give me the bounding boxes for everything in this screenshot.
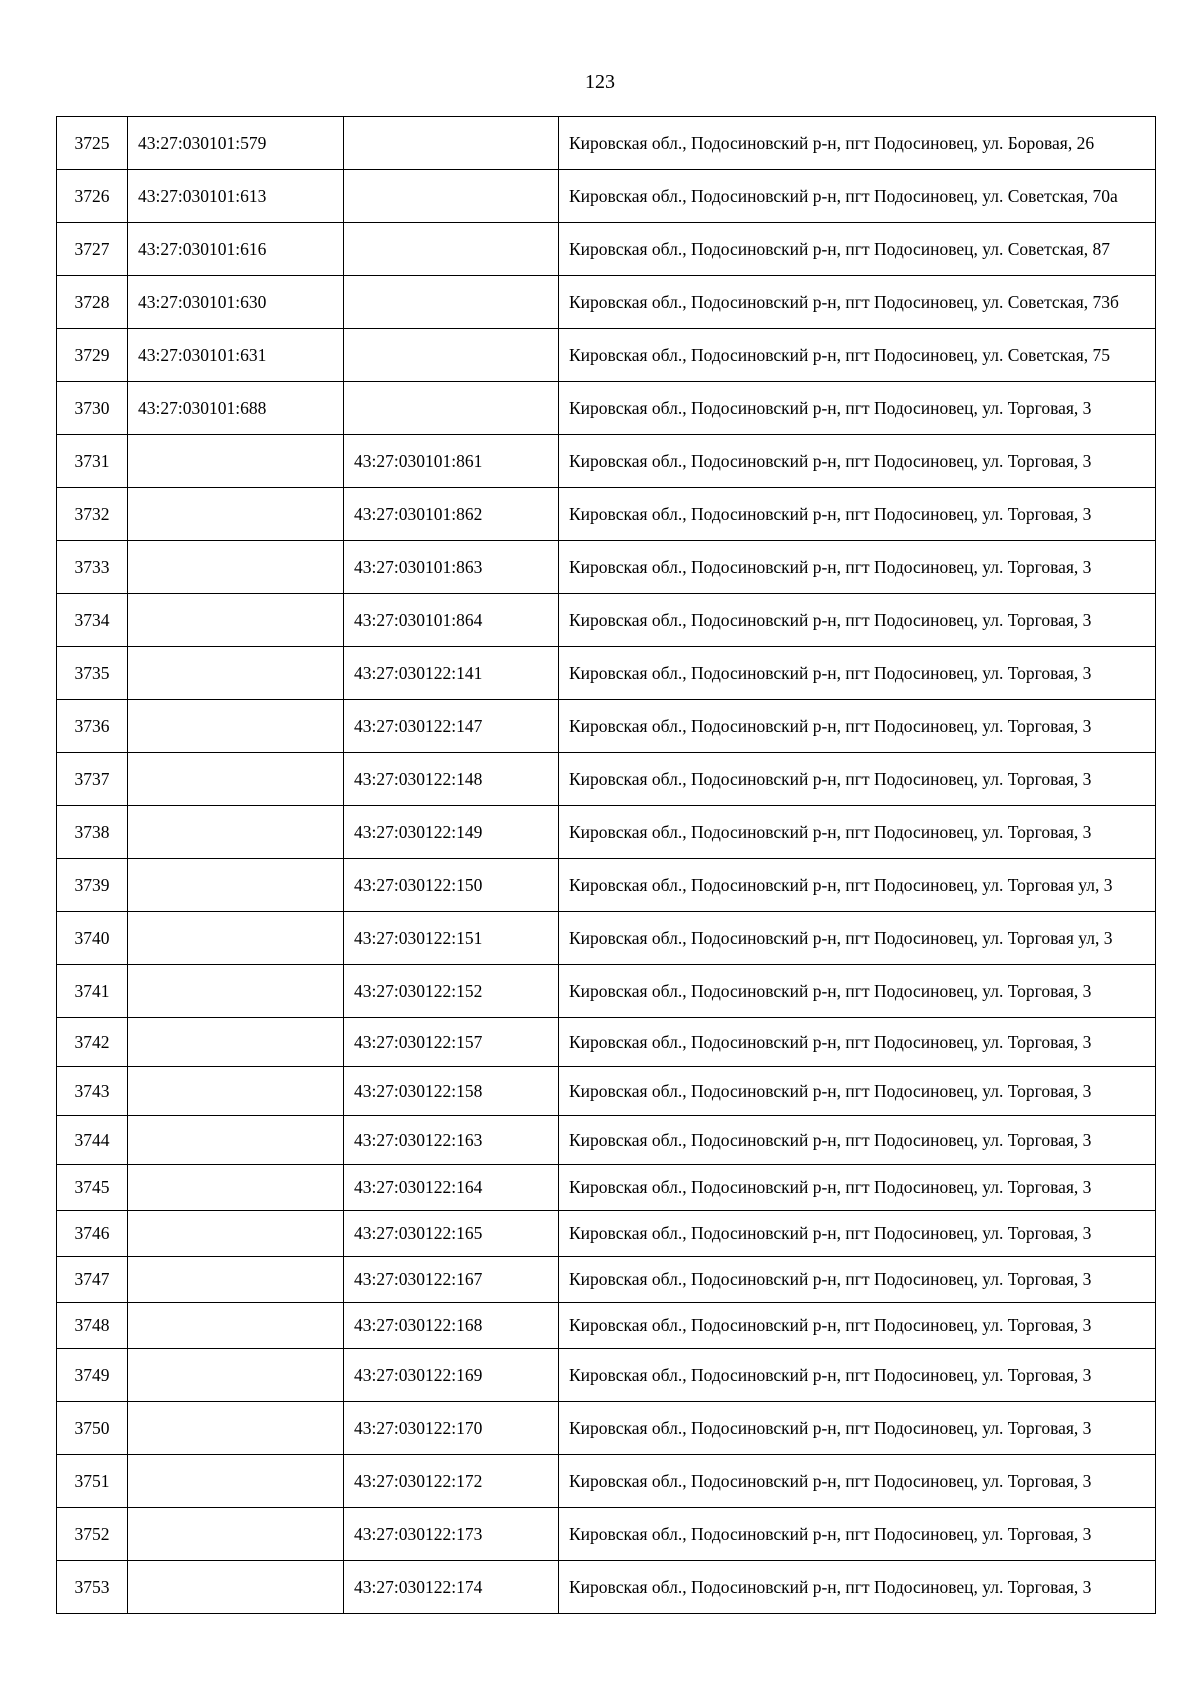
address-cell: Кировская обл., Подосиновский р-н, пгт Подосиновец, ул. Торговая, 3 [559, 435, 1156, 488]
table-row [57, 117, 1156, 170]
address-cell: Кировская обл., Подосиновский р-н, пгт Подосиновец, ул. Торговая, 3 [559, 541, 1156, 594]
cadastral-number-cell: 43:27:030101:630 [128, 276, 344, 329]
cadastral-number-secondary-cell [344, 170, 559, 223]
row-number-cell: 3743 [57, 1067, 128, 1116]
table-row [57, 753, 1156, 806]
cadastral-number-secondary-cell: 43:27:030122:148 [344, 753, 559, 806]
cadastral-number-secondary-cell: 43:27:030122:168 [344, 1303, 559, 1349]
page-number: 123 [585, 71, 615, 93]
table-row [57, 700, 1156, 753]
cadastral-number-cell [128, 1303, 344, 1349]
table-row [57, 912, 1156, 965]
table-row [57, 594, 1156, 647]
address-cell: Кировская обл., Подосиновский р-н, пгт Подосиновец, ул. Торговая, 3 [559, 806, 1156, 859]
row-number-cell: 3749 [57, 1349, 128, 1402]
table-row [57, 382, 1156, 435]
cadastral-number-cell [128, 912, 344, 965]
cadastral-number-cell [128, 1402, 344, 1455]
cadastral-number-cell [128, 1067, 344, 1116]
cadastral-number-cell [128, 700, 344, 753]
cadastral-number-secondary-cell [344, 382, 559, 435]
row-number-cell: 3725 [57, 117, 128, 170]
address-cell: Кировская обл., Подосиновский р-н, пгт Подосиновец, ул. Торговая ул, 3 [559, 912, 1156, 965]
cadastral-number-secondary-cell: 43:27:030122:165 [344, 1211, 559, 1257]
address-cell: Кировская обл., Подосиновский р-н, пгт Подосиновец, ул. Советская, 75 [559, 329, 1156, 382]
row-number-cell: 3734 [57, 594, 128, 647]
cadastral-number-secondary-cell [344, 329, 559, 382]
row-number-cell: 3736 [57, 700, 128, 753]
table-row [57, 170, 1156, 223]
cadastral-number-cell [128, 1455, 344, 1508]
row-number-cell: 3737 [57, 753, 128, 806]
registry-table [56, 116, 1156, 1614]
cadastral-number-cell [128, 1257, 344, 1303]
table-row [57, 488, 1156, 541]
cadastral-number-cell [128, 541, 344, 594]
table-row [57, 1402, 1156, 1455]
table-row [57, 647, 1156, 700]
row-number-cell: 3750 [57, 1402, 128, 1455]
row-number-cell: 3726 [57, 170, 128, 223]
cadastral-number-cell [128, 1211, 344, 1257]
address-cell: Кировская обл., Подосиновский р-н, пгт Подосиновец, ул. Торговая, 3 [559, 1257, 1156, 1303]
cadastral-number-secondary-cell: 43:27:030122:173 [344, 1508, 559, 1561]
row-number-cell: 3728 [57, 276, 128, 329]
table-row [57, 1067, 1156, 1116]
address-cell: Кировская обл., Подосиновский р-н, пгт Подосиновец, ул. Торговая, 3 [559, 1211, 1156, 1257]
address-cell: Кировская обл., Подосиновский р-н, пгт Подосиновец, ул. Торговая, 3 [559, 965, 1156, 1018]
row-number-cell: 3752 [57, 1508, 128, 1561]
table-row [57, 276, 1156, 329]
table-row [57, 1508, 1156, 1561]
address-cell: Кировская обл., Подосиновский р-н, пгт Подосиновец, ул. Торговая, 3 [559, 1508, 1156, 1561]
row-number-cell: 3741 [57, 965, 128, 1018]
row-number-cell: 3744 [57, 1116, 128, 1165]
row-number-cell: 3753 [57, 1561, 128, 1614]
cadastral-number-cell [128, 1165, 344, 1211]
cadastral-number-secondary-cell: 43:27:030122:157 [344, 1018, 559, 1067]
table-row [57, 435, 1156, 488]
cadastral-number-secondary-cell: 43:27:030122:169 [344, 1349, 559, 1402]
cadastral-number-cell [128, 1561, 344, 1614]
cadastral-number-secondary-cell: 43:27:030122:170 [344, 1402, 559, 1455]
cadastral-number-cell [128, 806, 344, 859]
cadastral-number-cell [128, 1508, 344, 1561]
address-cell: Кировская обл., Подосиновский р-н, пгт Подосиновец, ул. Боровая, 26 [559, 117, 1156, 170]
cadastral-number-secondary-cell: 43:27:030122:151 [344, 912, 559, 965]
address-cell: Кировская обл., Подосиновский р-н, пгт Подосиновец, ул. Торговая, 3 [559, 488, 1156, 541]
cadastral-number-cell [128, 753, 344, 806]
cadastral-number-cell [128, 594, 344, 647]
table-row [57, 1303, 1156, 1349]
row-number-cell: 3738 [57, 806, 128, 859]
cadastral-number-secondary-cell [344, 276, 559, 329]
address-cell: Кировская обл., Подосиновский р-н, пгт Подосиновец, ул. Торговая, 3 [559, 1561, 1156, 1614]
cadastral-number-cell [128, 1349, 344, 1402]
table-row [57, 329, 1156, 382]
cadastral-number-secondary-cell: 43:27:030122:163 [344, 1116, 559, 1165]
address-cell: Кировская обл., Подосиновский р-н, пгт Подосиновец, ул. Торговая ул, 3 [559, 859, 1156, 912]
address-cell: Кировская обл., Подосиновский р-н, пгт Подосиновец, ул. Торговая, 3 [559, 1455, 1156, 1508]
cadastral-number-cell: 43:27:030101:631 [128, 329, 344, 382]
row-number-cell: 3740 [57, 912, 128, 965]
cadastral-number-cell: 43:27:030101:688 [128, 382, 344, 435]
address-cell: Кировская обл., Подосиновский р-н, пгт Подосиновец, ул. Советская, 73б [559, 276, 1156, 329]
row-number-cell: 3747 [57, 1257, 128, 1303]
address-cell: Кировская обл., Подосиновский р-н, пгт Подосиновец, ул. Торговая, 3 [559, 382, 1156, 435]
address-cell: Кировская обл., Подосиновский р-н, пгт Подосиновец, ул. Торговая, 3 [559, 1116, 1156, 1165]
cadastral-number-secondary-cell: 43:27:030122:174 [344, 1561, 559, 1614]
row-number-cell: 3733 [57, 541, 128, 594]
cadastral-number-cell: 43:27:030101:613 [128, 170, 344, 223]
row-number-cell: 3746 [57, 1211, 128, 1257]
cadastral-number-secondary-cell [344, 223, 559, 276]
cadastral-number-cell: 43:27:030101:579 [128, 117, 344, 170]
cadastral-number-cell: 43:27:030101:616 [128, 223, 344, 276]
table-row [57, 1561, 1156, 1614]
cadastral-number-secondary-cell: 43:27:030122:158 [344, 1067, 559, 1116]
table-row [57, 223, 1156, 276]
row-number-cell: 3742 [57, 1018, 128, 1067]
cadastral-number-secondary-cell: 43:27:030122:149 [344, 806, 559, 859]
table-row [57, 859, 1156, 912]
table-row [57, 1211, 1156, 1257]
cadastral-number-secondary-cell: 43:27:030101:863 [344, 541, 559, 594]
table-row [57, 1349, 1156, 1402]
table-row [57, 1018, 1156, 1067]
address-cell: Кировская обл., Подосиновский р-н, пгт Подосиновец, ул. Торговая, 3 [559, 594, 1156, 647]
row-number-cell: 3739 [57, 859, 128, 912]
cadastral-number-secondary-cell: 43:27:030122:150 [344, 859, 559, 912]
cadastral-number-cell [128, 1116, 344, 1165]
table-row [57, 965, 1156, 1018]
cadastral-number-secondary-cell: 43:27:030101:861 [344, 435, 559, 488]
address-cell: Кировская обл., Подосиновский р-н, пгт Подосиновец, ул. Торговая, 3 [559, 1067, 1156, 1116]
cadastral-number-secondary-cell: 43:27:030101:862 [344, 488, 559, 541]
address-cell: Кировская обл., Подосиновский р-н, пгт Подосиновец, ул. Торговая, 3 [559, 1402, 1156, 1455]
row-number-cell: 3731 [57, 435, 128, 488]
address-cell: Кировская обл., Подосиновский р-н, пгт Подосиновец, ул. Торговая, 3 [559, 647, 1156, 700]
address-cell: Кировская обл., Подосиновский р-н, пгт Подосиновец, ул. Торговая, 3 [559, 1165, 1156, 1211]
address-cell: Кировская обл., Подосиновский р-н, пгт Подосиновец, ул. Торговая, 3 [559, 1018, 1156, 1067]
table-row [57, 1165, 1156, 1211]
row-number-cell: 3732 [57, 488, 128, 541]
cadastral-number-cell [128, 859, 344, 912]
address-cell: Кировская обл., Подосиновский р-н, пгт Подосиновец, ул. Советская, 70а [559, 170, 1156, 223]
table-row [57, 541, 1156, 594]
address-cell: Кировская обл., Подосиновский р-н, пгт Подосиновец, ул. Торговая, 3 [559, 1349, 1156, 1402]
row-number-cell: 3729 [57, 329, 128, 382]
table-row [57, 1116, 1156, 1165]
cadastral-number-cell [128, 1018, 344, 1067]
registry-table-body [57, 117, 1156, 1614]
table-row [57, 1257, 1156, 1303]
cadastral-number-cell [128, 965, 344, 1018]
address-cell: Кировская обл., Подосиновский р-н, пгт Подосиновец, ул. Торговая, 3 [559, 753, 1156, 806]
cadastral-number-cell [128, 435, 344, 488]
row-number-cell: 3730 [57, 382, 128, 435]
cadastral-number-cell [128, 488, 344, 541]
row-number-cell: 3751 [57, 1455, 128, 1508]
address-cell: Кировская обл., Подосиновский р-н, пгт Подосиновец, ул. Советская, 87 [559, 223, 1156, 276]
row-number-cell: 3745 [57, 1165, 128, 1211]
address-cell: Кировская обл., Подосиновский р-н, пгт Подосиновец, ул. Торговая, 3 [559, 700, 1156, 753]
cadastral-number-secondary-cell: 43:27:030122:152 [344, 965, 559, 1018]
cadastral-number-secondary-cell: 43:27:030122:167 [344, 1257, 559, 1303]
table-row [57, 1455, 1156, 1508]
cadastral-number-secondary-cell: 43:27:030122:164 [344, 1165, 559, 1211]
row-number-cell: 3735 [57, 647, 128, 700]
cadastral-number-secondary-cell: 43:27:030122:141 [344, 647, 559, 700]
address-cell: Кировская обл., Подосиновский р-н, пгт Подосиновец, ул. Торговая, 3 [559, 1303, 1156, 1349]
cadastral-number-secondary-cell: 43:27:030122:172 [344, 1455, 559, 1508]
cadastral-number-cell [128, 647, 344, 700]
table-row [57, 806, 1156, 859]
cadastral-number-secondary-cell: 43:27:030122:147 [344, 700, 559, 753]
row-number-cell: 3727 [57, 223, 128, 276]
cadastral-number-secondary-cell [344, 117, 559, 170]
row-number-cell: 3748 [57, 1303, 128, 1349]
cadastral-number-secondary-cell: 43:27:030101:864 [344, 594, 559, 647]
